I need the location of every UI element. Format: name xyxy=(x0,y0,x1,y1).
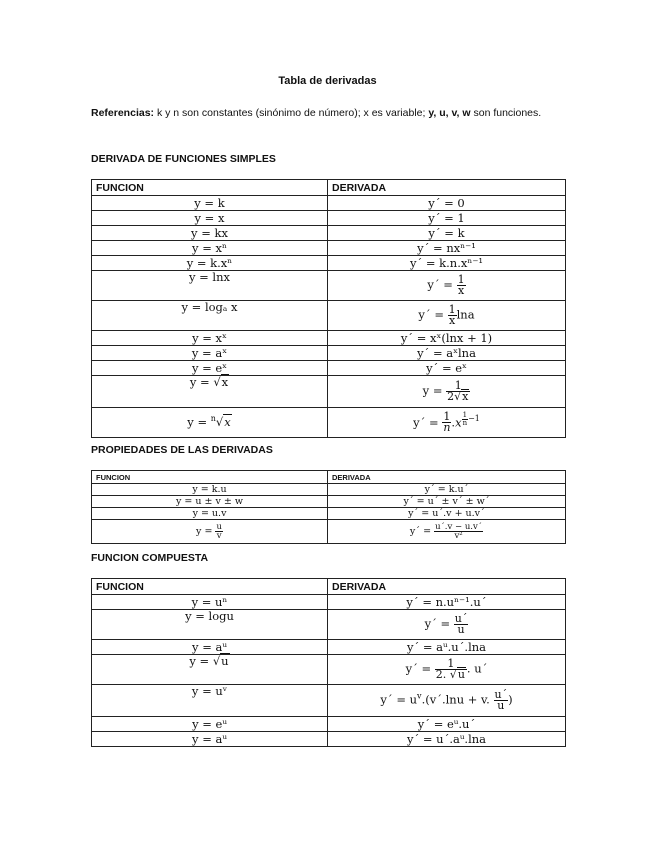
radicand: u xyxy=(221,654,229,668)
derivative-cell xyxy=(328,610,566,640)
table-header-row xyxy=(92,471,566,484)
function-lhs: y xyxy=(189,375,197,389)
derivative-lhs: y´ xyxy=(413,414,426,429)
exponent xyxy=(462,410,480,427)
dot: . xyxy=(466,661,471,676)
function-cell: y = lnx xyxy=(92,271,328,301)
col-header-derivative: DERIVADA xyxy=(328,579,566,595)
numerator: 1 xyxy=(435,659,467,670)
fraction xyxy=(215,523,222,540)
references-paragraph xyxy=(91,104,561,122)
root-index: n xyxy=(210,414,216,424)
radicand: x xyxy=(221,375,229,389)
denominator: x xyxy=(449,314,456,327)
fraction xyxy=(434,523,483,540)
equals-sign: = xyxy=(429,414,439,429)
references-vars: y, u, v, w xyxy=(428,107,471,119)
table-row xyxy=(92,331,566,346)
function-cell xyxy=(92,520,328,544)
table-row xyxy=(92,301,566,331)
derivative-cell: y´ = k.u´ xyxy=(328,484,566,496)
denominator: v xyxy=(216,531,222,541)
numerator: 1 xyxy=(446,381,470,392)
equals-sign: = xyxy=(432,383,443,398)
derivative-cell: y´ = eˣ xyxy=(328,361,566,376)
denominator: x xyxy=(457,284,465,297)
fraction xyxy=(435,659,467,680)
col-header-function: FUNCION xyxy=(92,471,328,484)
close-paren: ) xyxy=(508,692,513,707)
numerator: 1 xyxy=(462,410,468,419)
function-cell: y = x xyxy=(92,211,328,226)
denominator: v² xyxy=(454,531,463,541)
u-prime: u´ xyxy=(474,661,488,676)
equals-sign: = xyxy=(197,415,208,429)
table-row xyxy=(92,685,566,717)
derivative-cell xyxy=(328,301,566,331)
function-cell: y = xˣ xyxy=(92,331,328,346)
function-cell: y = uⁿ xyxy=(92,595,328,610)
base: x xyxy=(455,414,462,429)
simple-derivatives-table xyxy=(91,179,566,438)
derivative-cell: y´ = aˣlna xyxy=(328,346,566,361)
numerator: 1 xyxy=(448,303,456,316)
table-row xyxy=(92,241,566,256)
numerator: 1 xyxy=(457,273,465,286)
denominator xyxy=(435,670,467,680)
minus-one: −1 xyxy=(468,414,480,424)
table-header-row xyxy=(92,579,566,595)
function-cell xyxy=(92,655,328,685)
table-row xyxy=(92,610,566,640)
derivative-lhs: y´ xyxy=(424,616,437,631)
lna-term: lna xyxy=(456,307,475,322)
denominator: n xyxy=(443,421,451,435)
section-heading-simple: DERIVADA DE FUNCIONES SIMPLES xyxy=(91,153,276,165)
table-row xyxy=(92,346,566,361)
function-cell xyxy=(92,376,328,408)
function-cell: y = k xyxy=(92,196,328,211)
fraction xyxy=(448,305,457,326)
equals-sign: = xyxy=(434,307,444,322)
fraction xyxy=(457,275,466,296)
section-heading-compound: FUNCION COMPUESTA xyxy=(91,552,209,564)
derivative-lhs: y´ xyxy=(418,307,431,322)
table-row xyxy=(92,376,566,408)
equals-sign: = xyxy=(443,277,453,292)
references-text-a: k y n son constantes (sinónimo de número); x es variable; xyxy=(154,107,429,119)
derivative-cell xyxy=(328,520,566,544)
sqrt-symbol: √ xyxy=(454,390,462,403)
table-row xyxy=(92,211,566,226)
properties-table xyxy=(91,470,566,544)
radicand: x xyxy=(224,415,231,429)
function-lhs: y xyxy=(187,415,194,429)
derivative-lhs: y´ xyxy=(427,277,440,292)
sqrt-symbol: √ xyxy=(213,375,221,389)
numerator: 1 xyxy=(443,410,451,424)
col-header-derivative: DERIVADA xyxy=(328,471,566,484)
exponent: v xyxy=(417,691,422,701)
derivative-cell: y´ = 1 xyxy=(328,211,566,226)
table-row xyxy=(92,226,566,241)
function-lhs: y xyxy=(196,526,202,537)
derivative-cell xyxy=(328,376,566,408)
equals-sign: = xyxy=(199,654,210,668)
col-header-derivative: DERIVADA xyxy=(328,180,566,196)
derivative-cell: y´ = aᵘ.u´.lna xyxy=(328,640,566,655)
numerator: u´.v − u.v´ xyxy=(435,522,483,532)
denominator: u xyxy=(497,699,505,712)
table-row xyxy=(92,640,566,655)
derivative-cell: y´ = n.uⁿ⁻¹.u´ xyxy=(328,595,566,610)
equals-sign: = xyxy=(200,375,210,389)
denominator: u xyxy=(457,623,465,636)
denominator: n xyxy=(462,418,468,427)
base: u xyxy=(409,692,418,707)
function-cell: y = logu xyxy=(92,610,328,640)
table-row xyxy=(92,655,566,685)
numerator: u´ xyxy=(494,688,508,701)
col-header-function: FUNCION xyxy=(92,180,328,196)
dot: . xyxy=(451,414,456,429)
derivative-cell: y´ = u´.aᵘ.lna xyxy=(328,732,566,747)
function-cell: y = eᵘ xyxy=(92,717,328,732)
function-cell: y = k.u xyxy=(92,484,328,496)
derivative-cell: y´ = nxⁿ⁻¹ xyxy=(328,241,566,256)
col-header-function: FUNCION xyxy=(92,579,328,595)
page-title: Tabla de derivadas xyxy=(278,75,377,87)
dot: . xyxy=(442,668,447,681)
numerator: u´ xyxy=(454,612,468,625)
numerator: u xyxy=(216,522,222,532)
table-row xyxy=(92,408,566,438)
function-cell: y = u.v xyxy=(92,508,328,520)
table-row xyxy=(92,271,566,301)
derivative-cell xyxy=(328,408,566,438)
coef: 2 xyxy=(447,390,455,403)
function-cell: y = aᵘ xyxy=(92,640,328,655)
sqrt-symbol: √ xyxy=(212,654,221,668)
table-row xyxy=(92,196,566,211)
equals-sign: = xyxy=(440,616,451,631)
equals-sign: = xyxy=(421,661,432,676)
function-lhs: y xyxy=(189,654,196,668)
table-row xyxy=(92,717,566,732)
function-cell: y = aᵘ xyxy=(92,732,328,747)
function-cell: y = uᵛ xyxy=(92,685,328,717)
function-cell: y = eˣ xyxy=(92,361,328,376)
derivative-lhs: y´ xyxy=(405,661,418,676)
derivative-cell: y´ = u´ ± v´ ± w´ xyxy=(328,496,566,508)
fraction xyxy=(446,381,470,402)
derivative-cell: y´ = 0 xyxy=(328,196,566,211)
coef: 2 xyxy=(435,668,443,681)
function-cell: y = u ± v ± w xyxy=(92,496,328,508)
radicand: x xyxy=(462,390,469,403)
equals-sign: = xyxy=(396,692,406,707)
compound-function-table xyxy=(91,578,566,747)
table-row xyxy=(92,361,566,376)
references-label: Referencias: xyxy=(91,107,155,119)
equals-sign: = xyxy=(204,526,213,537)
derivative-lhs: y´ xyxy=(409,526,421,537)
function-cell xyxy=(92,408,328,438)
sqrt-symbol: √ xyxy=(449,668,457,681)
table-row xyxy=(92,508,566,520)
derivative-cell: y´ = k.n.xⁿ⁻¹ xyxy=(328,256,566,271)
function-cell: y = xⁿ xyxy=(92,241,328,256)
derivative-cell xyxy=(328,655,566,685)
function-cell: y = aˣ xyxy=(92,346,328,361)
derivative-cell: y´ = eᵘ.u´ xyxy=(328,717,566,732)
derivative-lhs: y´ xyxy=(380,692,393,707)
derivative-lhs: y xyxy=(422,383,430,398)
equals-sign: = xyxy=(423,526,432,537)
table-row xyxy=(92,484,566,496)
fraction xyxy=(454,614,469,635)
table-header-row xyxy=(92,180,566,196)
function-cell: y = logₐ x xyxy=(92,301,328,331)
radicand: u xyxy=(457,668,465,681)
function-cell: y = kx xyxy=(92,226,328,241)
table-row xyxy=(92,496,566,508)
derivative-cell xyxy=(328,685,566,717)
references-text-b: son funciones. xyxy=(470,107,542,119)
table-row xyxy=(92,732,566,747)
function-cell: y = k.xⁿ xyxy=(92,256,328,271)
derivative-cell xyxy=(328,271,566,301)
derivative-cell: y´ = k xyxy=(328,226,566,241)
sqrt-symbol: √ xyxy=(215,415,224,429)
derivative-cell: y´ = u´.v + u.v´ xyxy=(328,508,566,520)
derivative-middle: .(v´.lnu + v. xyxy=(421,692,490,707)
section-heading-properties: PROPIEDADES DE LAS DERIVADAS xyxy=(91,444,273,456)
table-row xyxy=(92,520,566,544)
fraction xyxy=(494,690,509,711)
table-row xyxy=(92,256,566,271)
table-row xyxy=(92,595,566,610)
denominator xyxy=(446,392,470,402)
derivative-cell: y´ = xˣ(lnx + 1) xyxy=(328,331,566,346)
